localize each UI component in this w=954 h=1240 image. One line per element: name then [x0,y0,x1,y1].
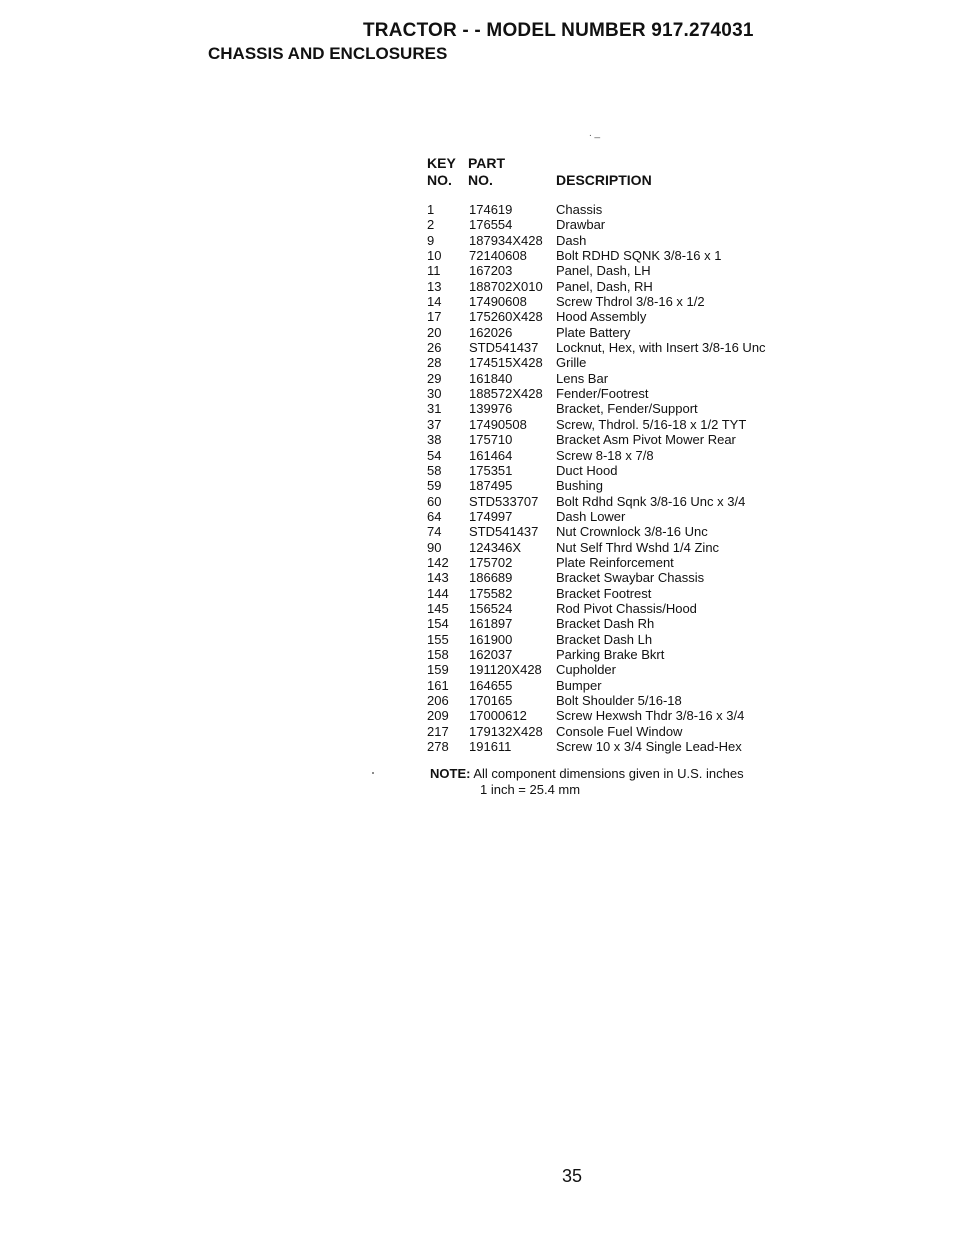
key-number: 2 [427,217,435,233]
part-number: 188572X428 [469,386,543,402]
part-number: STD533707 [469,493,539,509]
key-header-line1: KEY [427,155,456,171]
scan-mark: . _ [589,128,601,139]
part-header-line2: NO. [468,172,493,188]
part-description: Cupholder [556,662,616,678]
part-number: 17000612 [469,708,527,724]
note-line2: 1 inch = 25.4 mm [480,782,581,797]
part-description: Bracket, Fender/Support [556,401,698,417]
part-number: 174997 [469,508,513,524]
part-description: Duct Hood [556,462,618,478]
key-number: 28 [427,355,442,371]
part-description: Plate Reinforcement [556,554,674,570]
key-number: 142 [427,554,449,570]
part-number: 161897 [469,616,513,632]
part-description: Screw Thdrol 3/8-16 x 1/2 [556,294,705,310]
key-number: 161 [427,677,449,693]
note-label: NOTE: [430,766,471,781]
part-description: Chassis [556,202,603,217]
part-number: 175351 [469,462,513,478]
key-number: 30 [427,386,442,402]
part-description: Grille [556,355,587,371]
key-number: 10 [427,248,442,264]
part-description: Fender/Footrest [556,386,649,402]
section-title: CHASSIS AND ENCLOSURES [208,44,448,63]
part-description: Screw 10 x 3/4 Single Lead-Hex [556,739,742,755]
part-number: 161900 [469,631,513,647]
part-description: Nut Crownlock 3/8-16 Unc [556,524,708,540]
key-number: 158 [427,646,449,662]
key-number: 38 [427,432,442,448]
key-number: 9 [427,232,435,248]
key-number: 11 [427,263,441,279]
part-number: 124346X [469,539,522,555]
part-number: 187934X428 [469,232,543,248]
part-number: 72140608 [469,248,527,264]
part-description: Nut Self Thrd Wshd 1/4 Zinc [556,539,720,555]
key-number: 58 [427,462,442,478]
part-description: Screw Hexwsh Thdr 3/8-16 x 3/4 [556,708,745,724]
part-number: 167203 [469,263,513,279]
key-number: 60 [427,493,442,509]
part-description: Bracket Footrest [556,585,652,601]
part-description: Bolt Rdhd Sqnk 3/8-16 Unc x 3/4 [556,493,746,509]
page-number: 35 [562,1166,583,1186]
part-number: 176554 [469,217,513,233]
key-number: 31 [427,401,442,417]
part-description: Locknut, Hex, with Insert 3/8-16 Unc [556,340,766,356]
part-number: 174515X428 [469,355,543,371]
part-description: Bumper [556,677,602,693]
part-number: 175702 [469,554,513,570]
part-number: 186689 [469,570,513,586]
note [430,766,744,782]
part-number: 191120X428 [469,662,542,678]
part-number: 17490508 [469,416,527,432]
key-number: 1 [427,202,435,217]
key-number: 17 [427,309,442,325]
part-number: 139976 [469,401,513,417]
key-number: 209 [427,708,449,724]
part-description: Bracket Swaybar Chassis [556,570,705,586]
key-number: 20 [427,324,442,340]
part-number: 179132X428 [469,723,543,739]
part-description: Bracket Dash Rh [556,616,655,632]
key-number: 29 [427,370,442,386]
part-number: 161840 [469,370,513,386]
part-number: 191611 [469,739,512,755]
key-number: 26 [427,340,442,356]
key-number: 154 [427,616,449,632]
part-header-line1: PART [468,155,506,171]
key-number: 37 [427,416,442,432]
part-number: 162037 [469,646,513,662]
part-description: Bushing [556,478,603,494]
key-number: 217 [427,723,449,739]
part-number: 162026 [469,324,513,340]
key-number: 143 [427,570,449,586]
part-description: Hood Assembly [556,309,647,325]
note-line1: All component dimensions given in U.S. inches [473,766,744,781]
key-number: 278 [427,739,449,755]
part-description: Bolt RDHD SQNK 3/8-16 x 1 [556,248,722,264]
key-number: 144 [427,585,449,601]
part-description: Panel, Dash, LH [556,263,651,279]
part-number: 156524 [469,600,513,616]
page-title: TRACTOR - - MODEL NUMBER 917.274031 [363,20,754,41]
part-number: 187495 [469,478,513,494]
key-number: 64 [427,508,442,524]
part-number: 175710 [469,432,513,448]
part-description: Plate Battery [556,324,631,340]
part-number: 175582 [469,585,513,601]
part-description: Dash [556,232,587,248]
part-description: Drawbar [556,217,606,233]
part-number: 17490608 [469,294,527,310]
key-number: 159 [427,662,449,678]
key-number: 54 [427,447,442,463]
key-number: 14 [427,294,442,310]
part-number: 161464 [469,447,513,463]
part-description: Panel, Dash, RH [556,278,653,294]
part-description: Screw, Thdrol. 5/16-18 x 1/2 TYT [556,416,747,432]
part-description: Lens Bar [556,370,609,386]
part-number: 175260X428 [469,309,543,325]
scan-speck [372,772,374,774]
part-number: 188702X010 [469,278,543,294]
part-description: Bracket Dash Lh [556,631,653,647]
part-number: 170165 [469,693,513,708]
part-description: Console Fuel Window [556,723,683,739]
part-description: Bolt Shoulder 5/16-18 [556,693,682,708]
part-number: STD541437 [469,524,539,540]
key-number: 206 [427,693,449,708]
key-number: 145 [427,600,449,616]
key-header-line2: NO. [427,172,452,188]
description-header: DESCRIPTION [556,172,652,188]
part-number: 174619 [469,202,513,217]
part-description: Parking Brake Bkrt [556,646,665,662]
part-number: 164655 [469,677,513,693]
part-description: Dash Lower [556,508,626,524]
key-number: 155 [427,631,449,647]
key-number: 74 [427,524,442,540]
key-number: 90 [427,539,442,555]
part-description: Screw 8-18 x 7/8 [556,447,654,463]
part-description: Rod Pivot Chassis/Hood [556,600,697,616]
key-number: 59 [427,478,442,494]
part-description: Bracket Asm Pivot Mower Rear [556,432,736,448]
part-number: STD541437 [469,340,539,356]
key-number: 13 [427,278,442,294]
